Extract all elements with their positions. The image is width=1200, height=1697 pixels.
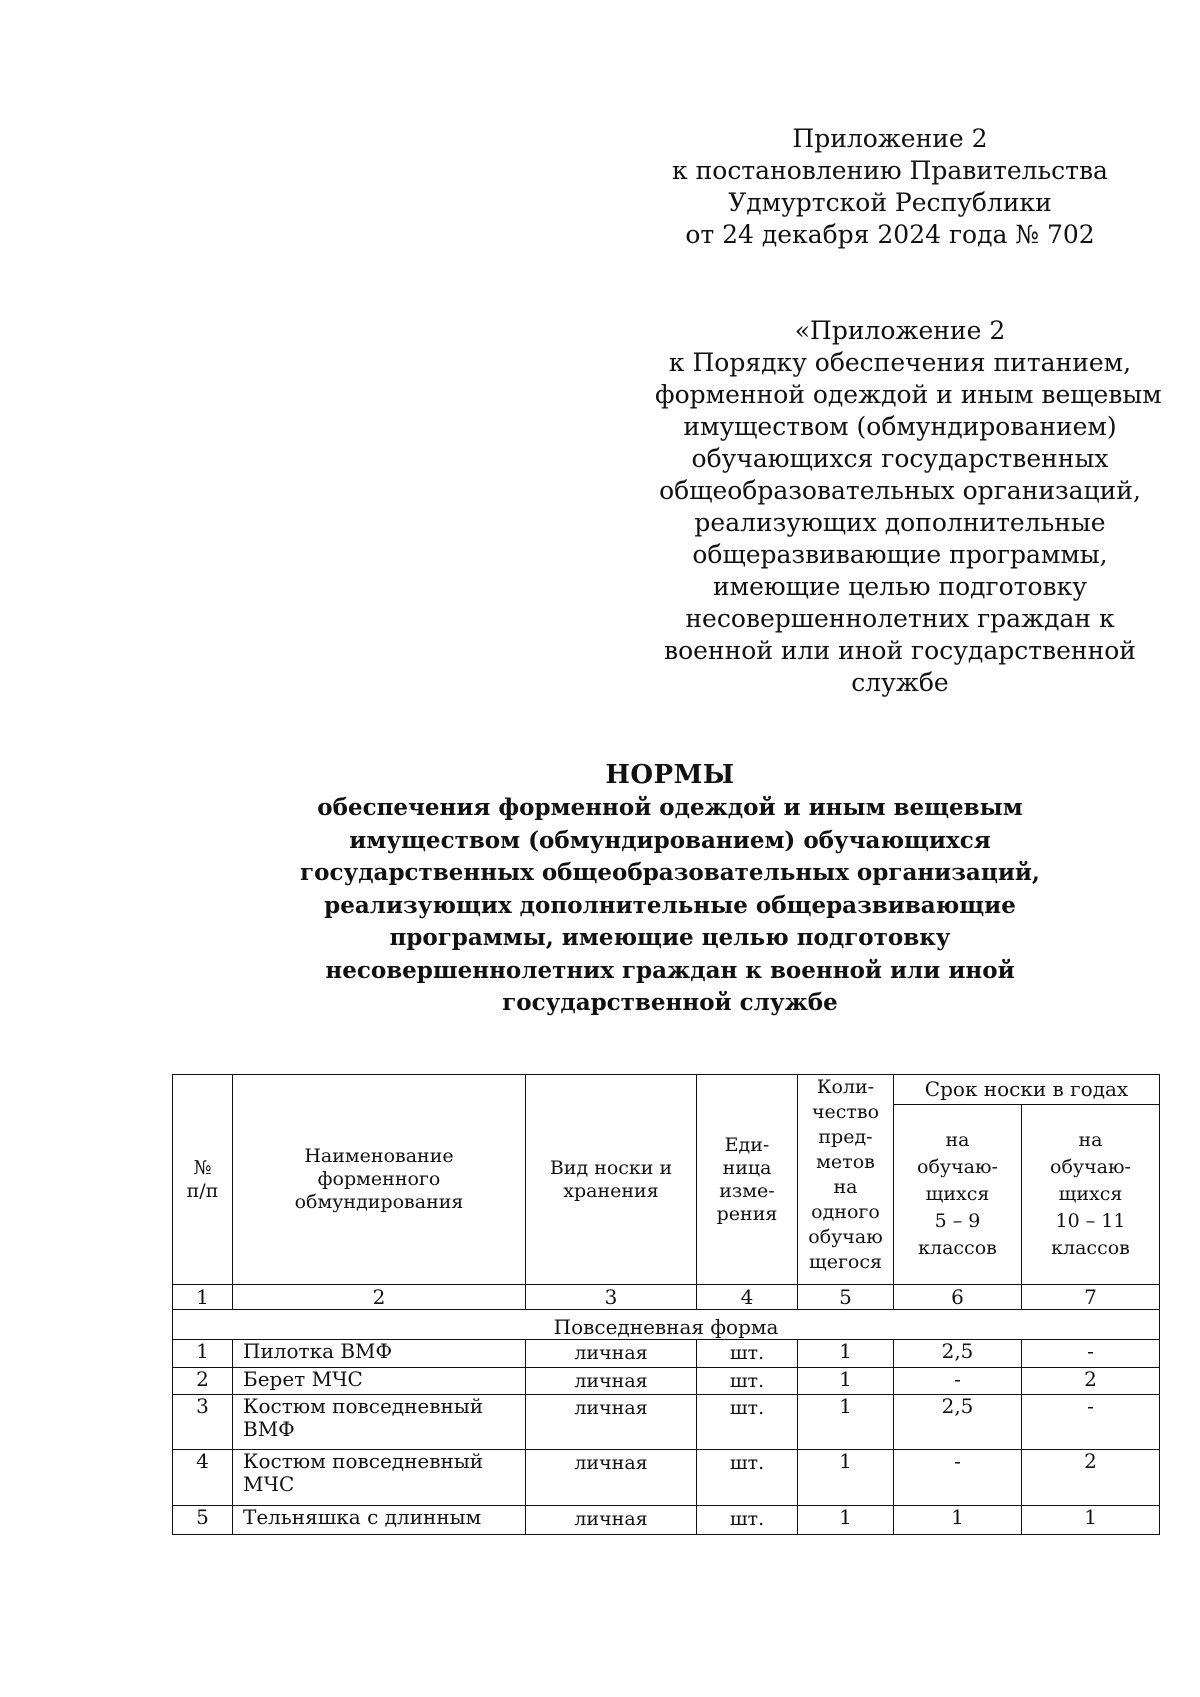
appendix-header — [640, 123, 1140, 251]
row-term-5-9: 2,5 — [894, 1340, 1022, 1368]
norms-table — [172, 1074, 1160, 1535]
column-number: 4 — [697, 1285, 798, 1310]
order-appendix-line: имуществом (обмундированием) — [683, 412, 1117, 441]
header-qty: Коли- чество пред- метов на одного обучаю щегося — [798, 1075, 894, 1285]
header-num: № п/п — [173, 1075, 233, 1285]
table-row — [173, 1506, 1160, 1535]
row-num: 3 — [173, 1395, 233, 1450]
column-number: 3 — [526, 1285, 697, 1310]
column-number: 1 — [173, 1285, 233, 1310]
row-term-10-11: 1 — [1022, 1506, 1160, 1535]
order-appendix-line: имеющие целью подготовку — [713, 572, 1087, 601]
title-main: НОРМЫ — [605, 760, 735, 790]
title-line: несовершеннолетних граждан к военной или иной — [325, 956, 1015, 984]
row-term-10-11: - — [1022, 1395, 1160, 1450]
row-term-10-11: - — [1022, 1340, 1160, 1368]
row-unit: шт. — [697, 1395, 798, 1450]
row-qty: 1 — [798, 1340, 894, 1368]
title-line: реализующих дополнительные общеразвивающие — [324, 891, 1016, 919]
title-line: программы, имеющие целью подготовку — [389, 924, 951, 951]
row-unit: шт. — [697, 1368, 798, 1395]
header-kind: Вид носки и хранения — [526, 1075, 697, 1285]
title-line: имуществом (обмундированием) обучающихся — [349, 826, 991, 854]
header-term-10-11: на обучаю- щихся 10 – 11 классов — [1022, 1105, 1160, 1285]
column-number: 2 — [233, 1285, 526, 1310]
row-term-5-9: - — [894, 1450, 1022, 1506]
order-appendix-line: несовершеннолетних граждан к — [685, 604, 1115, 633]
row-name: Тельняшка с длинным — [233, 1506, 526, 1535]
row-name: Костюм повседневный МЧС — [233, 1450, 526, 1506]
header-name: Наименование форменного обмундирования — [233, 1075, 526, 1285]
row-kind: личная — [526, 1450, 697, 1506]
column-number: 7 — [1022, 1285, 1160, 1310]
row-kind: личная — [526, 1340, 697, 1368]
order-appendix-line: «Приложение 2 — [794, 316, 1006, 345]
order-appendix-line: форменной одеждой и иным вещевым — [655, 380, 1162, 409]
table-row — [173, 1450, 1160, 1506]
table-row — [173, 1395, 1160, 1450]
row-num: 4 — [173, 1450, 233, 1506]
row-kind: личная — [526, 1395, 697, 1450]
row-term-5-9: 2,5 — [894, 1395, 1022, 1450]
row-term-5-9: - — [894, 1368, 1022, 1395]
row-unit: шт. — [697, 1450, 798, 1506]
header-term-5-9: на обучаю- щихся 5 – 9 классов — [894, 1105, 1022, 1285]
row-qty: 1 — [798, 1506, 894, 1535]
row-name: Костюм повседневный ВМФ — [233, 1395, 526, 1450]
order-appendix-line: общеобразовательных организаций, — [659, 476, 1141, 505]
row-unit: шт. — [697, 1506, 798, 1535]
row-num: 2 — [173, 1368, 233, 1395]
column-number: 6 — [894, 1285, 1022, 1310]
appendix-line: Приложение 2 — [792, 124, 988, 153]
row-kind: личная — [526, 1506, 697, 1535]
row-qty: 1 — [798, 1450, 894, 1506]
row-term-10-11: 2 — [1022, 1368, 1160, 1395]
order-appendix-line: к Порядку обеспечения питанием, — [668, 348, 1132, 377]
table-row — [173, 1368, 1160, 1395]
title-line: государственной службе — [502, 989, 838, 1016]
order-appendix-line: обучающихся государственных — [691, 444, 1109, 473]
order-appendix-line: службе — [851, 668, 949, 697]
row-num: 5 — [173, 1506, 233, 1535]
row-term-10-11: 2 — [1022, 1450, 1160, 1506]
appendix-line: от 24 декабря 2024 года № 702 — [685, 220, 1095, 249]
order-appendix-line: военной или иной государственной — [664, 636, 1136, 665]
header-unit: Еди- ница изме- рения — [697, 1075, 798, 1285]
row-qty: 1 — [798, 1368, 894, 1395]
order-appendix-header — [655, 315, 1162, 699]
section-title: Повседневная форма — [173, 1310, 1160, 1340]
order-appendix-line: общеразвивающие программы, — [692, 540, 1108, 569]
title-line: обеспечения форменной одеждой и иным вещевым — [317, 794, 1023, 821]
row-term-5-9: 1 — [894, 1506, 1022, 1535]
table-row — [173, 1340, 1160, 1368]
row-name: Пилотка ВМФ — [233, 1340, 526, 1368]
header-term: Срок носки в годах — [894, 1075, 1160, 1105]
column-number: 5 — [798, 1285, 894, 1310]
document-title — [280, 758, 1060, 1020]
appendix-line: Удмуртской Республики — [728, 188, 1052, 217]
row-name: Берет МЧС — [233, 1368, 526, 1395]
appendix-line: к постановлению Правительства — [672, 156, 1108, 185]
row-kind: личная — [526, 1368, 697, 1395]
title-line: государственных общеобразовательных организаций, — [300, 859, 1040, 886]
row-num: 1 — [173, 1340, 233, 1368]
order-appendix-line: реализующих дополнительные — [694, 508, 1106, 537]
row-unit: шт. — [697, 1340, 798, 1368]
row-qty: 1 — [798, 1395, 894, 1450]
